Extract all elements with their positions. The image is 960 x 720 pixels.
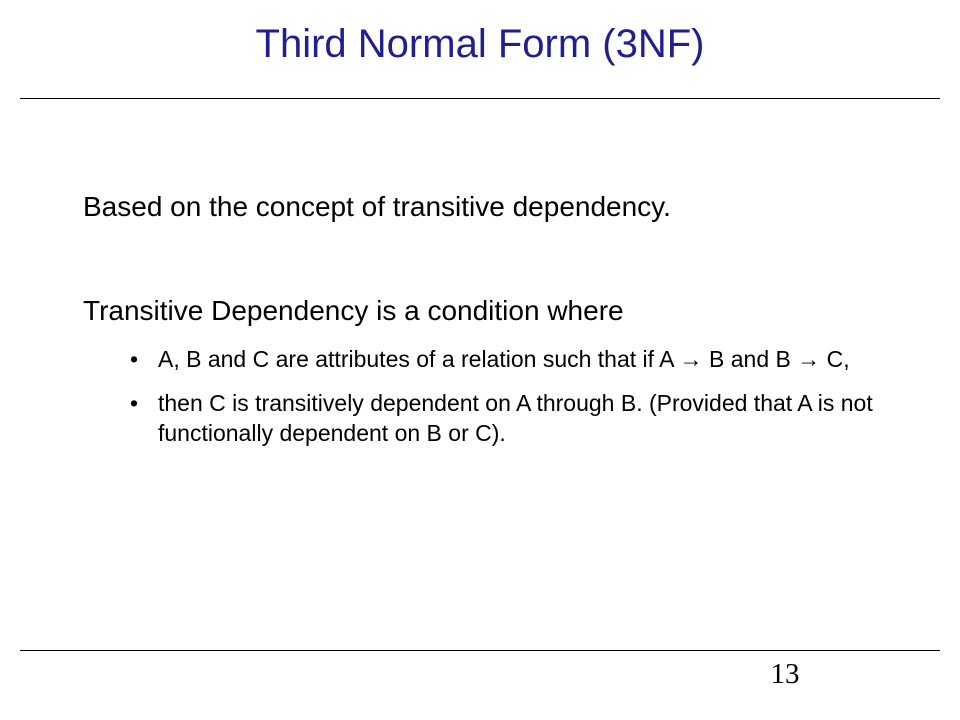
bullet-list — [130, 344, 910, 462]
list-item — [130, 388, 910, 448]
bullet-icon: • — [130, 346, 139, 372]
bullet-text: A, B and C are attributes of a relation such that if A → B and B → C, — [158, 346, 850, 372]
footer-divider — [20, 650, 940, 651]
page-number: 13 — [770, 658, 800, 690]
definition-paragraph: Transitive Dependency is a condition where — [83, 295, 624, 326]
bullet-text: then C is transitively dependent on A through B. (Provided that A is not functionally dependent on B or C). — [158, 390, 873, 446]
intro-paragraph: Based on the concept of transitive dependency. — [83, 191, 671, 222]
slide-title: Third Normal Form (3NF) — [255, 22, 705, 66]
title-divider — [20, 98, 940, 99]
bullet-icon: • — [130, 390, 139, 416]
list-item — [130, 344, 910, 374]
